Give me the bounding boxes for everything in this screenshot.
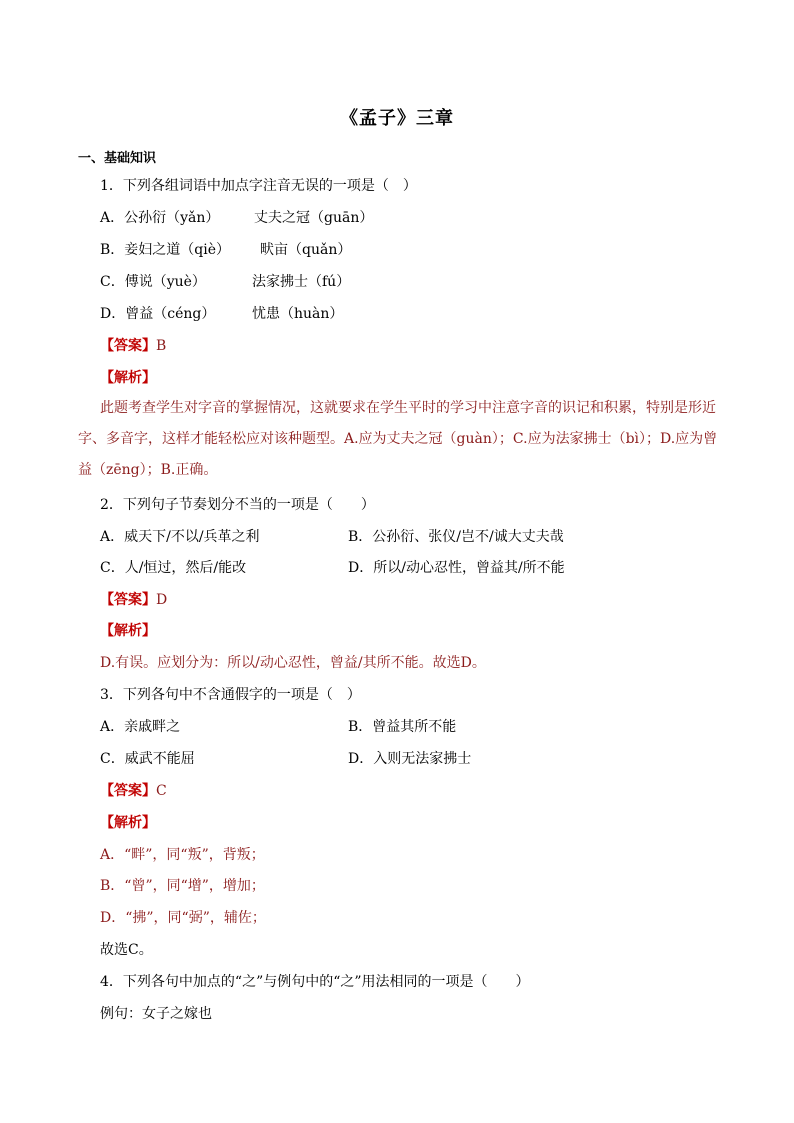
q3-answer <box>100 782 167 800</box>
answer-label: 【答案】 <box>100 783 156 799</box>
q3-analysis-line: A．“畔”，同“叛”，背叛； <box>100 847 265 863</box>
q3-option-a: A．亲戚畔之 <box>100 719 181 735</box>
q1-option-d2: 忧患（huàn） <box>252 306 344 322</box>
q2-option-b: B．公孙衍、张仪/岂不/诚大丈夫哉 <box>348 529 564 545</box>
section-heading: 一、基础知识 <box>78 151 157 166</box>
answer-value: B <box>156 338 167 354</box>
q3-analysis-line: B．“曾”，同“增”，增加； <box>100 878 265 894</box>
answer-label: 【答案】 <box>100 338 156 354</box>
q3-conclusion: 故选C。 <box>100 942 153 958</box>
q1-option-c2: 法家拂士（fú） <box>252 274 351 290</box>
q3-analysis-label: 【解析】 <box>100 815 156 831</box>
q2-option-c: C．人/恒过，然后/能改 <box>100 560 247 576</box>
q1-option-b: B．妾妇之道（qiè） <box>100 242 231 258</box>
q1-analysis: 此题考查学生对字音的掌握情况，这就要求在学生平时的学习中注意字音的识记和积累，特别是形近字、多音字，这样才能轻松应对该种题型。A.应为丈夫之冠（guàn）；C.应为法家拂士（bì）；D.应为曾益（zēng）；B.正确。 <box>78 400 718 478</box>
q2-stem: 2．下列句子节奏划分不当的一项是（ ） <box>100 497 375 513</box>
q3-option-b: B．曾益其所不能 <box>348 719 457 735</box>
q2-analysis-label: 【解析】 <box>100 623 156 639</box>
q1-stem: 1．下列各组词语中加点字注音无误的一项是（ ） <box>100 178 417 194</box>
q2-option-a: A．威天下/不以/兵革之利 <box>100 529 260 545</box>
q1-option-a2: 丈夫之冠（guān） <box>254 210 374 226</box>
q1-option-c: C．傅说（yuè） <box>100 274 206 290</box>
q1-answer <box>100 337 166 355</box>
q2-option-d: D．所以/动心忍性，曾益其/所不能 <box>348 560 565 576</box>
answer-value: C <box>156 783 167 799</box>
q2-analysis: D.有误。应划分为：所以/动心忍性，曾益/其所不能。故选D。 <box>100 655 486 671</box>
q1-option-d: D．曾益（céng） <box>100 306 216 322</box>
page-title: 《孟子》三章 <box>340 108 454 129</box>
q1-option-b2: 畎亩（quǎn） <box>260 242 352 258</box>
q1-option-a: A．公孙衍（yǎn） <box>100 210 220 226</box>
q3-analysis-line: D．“拂”，同“弼”，辅佐； <box>100 910 266 926</box>
q4-example: 例句：女子之嫁也 <box>100 1006 212 1022</box>
q3-option-d: D．入则无法家拂士 <box>348 751 472 767</box>
q2-answer <box>100 591 167 609</box>
answer-value: D <box>156 592 168 608</box>
q3-stem: 3．下列各句中不含通假字的一项是（ ） <box>100 687 361 703</box>
answer-label: 【答案】 <box>100 592 156 608</box>
q3-option-c: C．威武不能屈 <box>100 751 195 767</box>
q1-analysis-label: 【解析】 <box>100 370 156 386</box>
q4-stem: 4．下列各句中加点的“之”与例句中的“之”用法相同的一项是（ ） <box>100 974 530 990</box>
